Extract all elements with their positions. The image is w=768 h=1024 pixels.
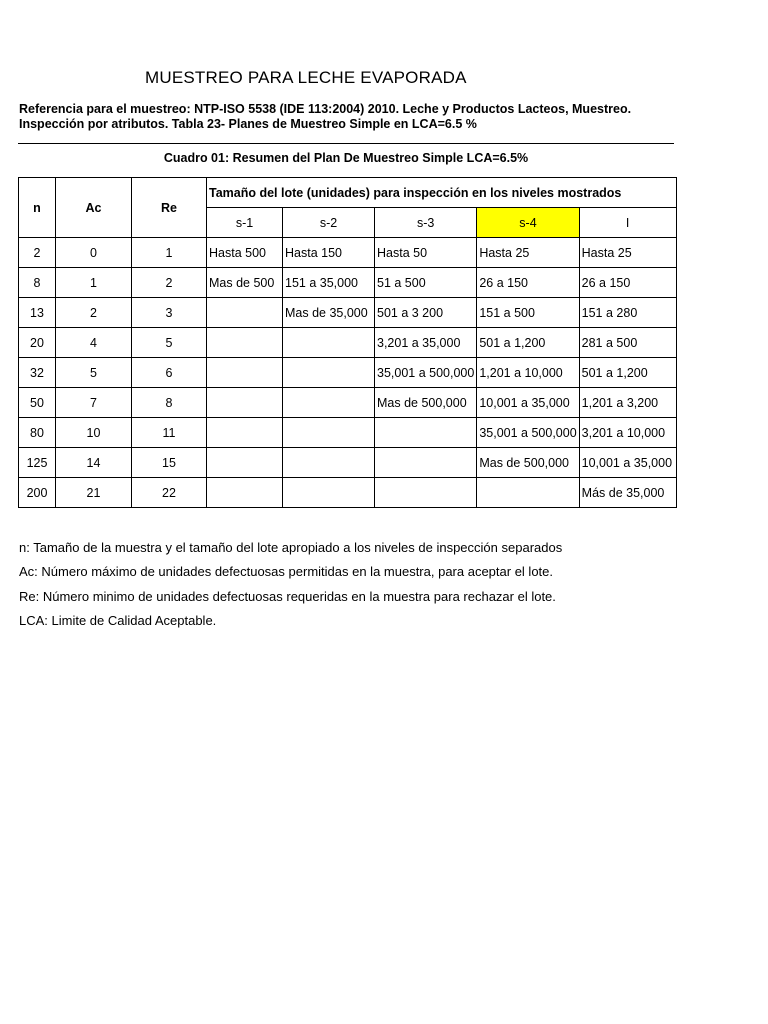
table-row	[19, 268, 677, 298]
table-row	[19, 328, 677, 358]
cell-i: 26 a 150	[579, 268, 676, 298]
cell-s3: 501 a 3 200	[375, 298, 477, 328]
cell-s4	[477, 478, 579, 508]
level-header-i: I	[579, 208, 676, 238]
cell-re: 22	[132, 478, 207, 508]
cell-s3: 51 a 500	[375, 268, 477, 298]
cell-s3	[375, 418, 477, 448]
cell-s4: Hasta 25	[477, 238, 579, 268]
cell-n: 50	[19, 388, 56, 418]
cell-ac: 21	[56, 478, 132, 508]
cell-i: 151 a 280	[579, 298, 676, 328]
level-header-s4: s-4	[477, 208, 579, 238]
cell-s1	[207, 478, 283, 508]
cell-s1: Hasta 500	[207, 238, 283, 268]
cell-ac: 7	[56, 388, 132, 418]
table-row	[19, 388, 677, 418]
cell-i: 3,201 a 10,000	[579, 418, 676, 448]
cell-s2: 151 a 35,000	[283, 268, 375, 298]
notes-section	[19, 536, 719, 633]
horizontal-divider	[18, 143, 674, 144]
cell-ac: 1	[56, 268, 132, 298]
cell-s3	[375, 448, 477, 478]
level-header-s3: s-3	[375, 208, 477, 238]
table-header-row	[19, 178, 677, 208]
cell-n: 32	[19, 358, 56, 388]
cell-n: 2	[19, 238, 56, 268]
cell-s3: 35,001 a 500,000	[375, 358, 477, 388]
note-lca: LCA: Limite de Calidad Aceptable.	[19, 612, 217, 628]
cell-n: 8	[19, 268, 56, 298]
cell-s1	[207, 448, 283, 478]
column-header-n: n	[19, 178, 56, 238]
cell-i: 1,201 a 3,200	[579, 388, 676, 418]
cell-n: 200	[19, 478, 56, 508]
cell-ac: 4	[56, 328, 132, 358]
cell-i: 501 a 1,200	[579, 358, 676, 388]
cell-s4: 26 a 150	[477, 268, 579, 298]
cell-re: 5	[132, 328, 207, 358]
reference-line: Referencia para el muestreo: NTP-ISO 5538 (IDE 113:2004) 2010. Leche y Productos Lacteos, Muestreo.	[19, 102, 632, 116]
cell-s4: 501 a 1,200	[477, 328, 579, 358]
note-ac: Ac: Número máximo de unidades defectuosas permitidas en la muestra, para aceptar el lote.	[19, 564, 553, 580]
cell-s4: 1,201 a 10,000	[477, 358, 579, 388]
cell-s1	[207, 418, 283, 448]
level-header-s1: s-1	[207, 208, 283, 238]
cell-s2: Mas de 35,000	[283, 298, 375, 328]
table-row	[19, 478, 677, 508]
lot-size-group-header: Tamaño del lote (unidades) para inspección en los niveles mostrados	[207, 178, 677, 208]
cell-s2	[283, 478, 375, 508]
cell-s3: Hasta 50	[375, 238, 477, 268]
cell-re: 1	[132, 238, 207, 268]
cell-re: 3	[132, 298, 207, 328]
cell-ac: 0	[56, 238, 132, 268]
sampling-plan-table	[18, 177, 677, 508]
table-row	[19, 238, 677, 268]
cell-re: 11	[132, 418, 207, 448]
cell-ac: 14	[56, 448, 132, 478]
cell-n: 80	[19, 418, 56, 448]
cell-re: 2	[132, 268, 207, 298]
cell-s2	[283, 328, 375, 358]
reference-text	[19, 102, 679, 132]
cell-s1	[207, 358, 283, 388]
cell-s2: Hasta 150	[283, 238, 375, 268]
cell-s2	[283, 388, 375, 418]
cell-re: 8	[132, 388, 207, 418]
cell-s2	[283, 418, 375, 448]
cell-n: 13	[19, 298, 56, 328]
cell-s1	[207, 328, 283, 358]
cell-re: 6	[132, 358, 207, 388]
cell-s4: 10,001 a 35,000	[477, 388, 579, 418]
table-row	[19, 418, 677, 448]
cell-ac: 2	[56, 298, 132, 328]
cell-s4: 151 a 500	[477, 298, 579, 328]
table-row	[19, 448, 677, 478]
cell-s2	[283, 448, 375, 478]
cell-s3: 3,201 a 35,000	[375, 328, 477, 358]
cell-i: Hasta 25	[579, 238, 676, 268]
cell-n: 125	[19, 448, 56, 478]
cell-s1	[207, 388, 283, 418]
cell-i: Más de 35,000	[579, 478, 676, 508]
level-header-s2: s-2	[283, 208, 375, 238]
note-re: Re: Número minimo de unidades defectuosas requeridas en la muestra para rechazar el lote.	[19, 588, 556, 604]
cell-ac: 5	[56, 358, 132, 388]
table-row	[19, 358, 677, 388]
cell-ac: 10	[56, 418, 132, 448]
cell-i: 281 a 500	[579, 328, 676, 358]
cell-s4: 35,001 a 500,000	[477, 418, 579, 448]
reference-line: Inspección por atributos. Tabla 23- Planes de Muestreo Simple en LCA=6.5 %	[19, 117, 477, 131]
cell-s2	[283, 358, 375, 388]
document-title: MUESTREO PARA LECHE EVAPORADA	[145, 68, 467, 87]
cell-n: 20	[19, 328, 56, 358]
cell-s1: Mas de 500	[207, 268, 283, 298]
note-n: n: Tamaño de la muestra y el tamaño del lote apropiado a los niveles de inspección separados	[19, 540, 563, 555]
cell-re: 15	[132, 448, 207, 478]
cell-s4: Mas de 500,000	[477, 448, 579, 478]
cell-s1	[207, 298, 283, 328]
column-header-ac: Ac	[56, 178, 132, 238]
column-header-re: Re	[132, 178, 207, 238]
table-caption: Cuadro 01: Resumen del Plan De Muestreo Simple LCA=6.5%	[163, 151, 529, 165]
table-row	[19, 298, 677, 328]
cell-i: 10,001 a 35,000	[579, 448, 676, 478]
cell-s3	[375, 478, 477, 508]
cell-s3: Mas de 500,000	[375, 388, 477, 418]
